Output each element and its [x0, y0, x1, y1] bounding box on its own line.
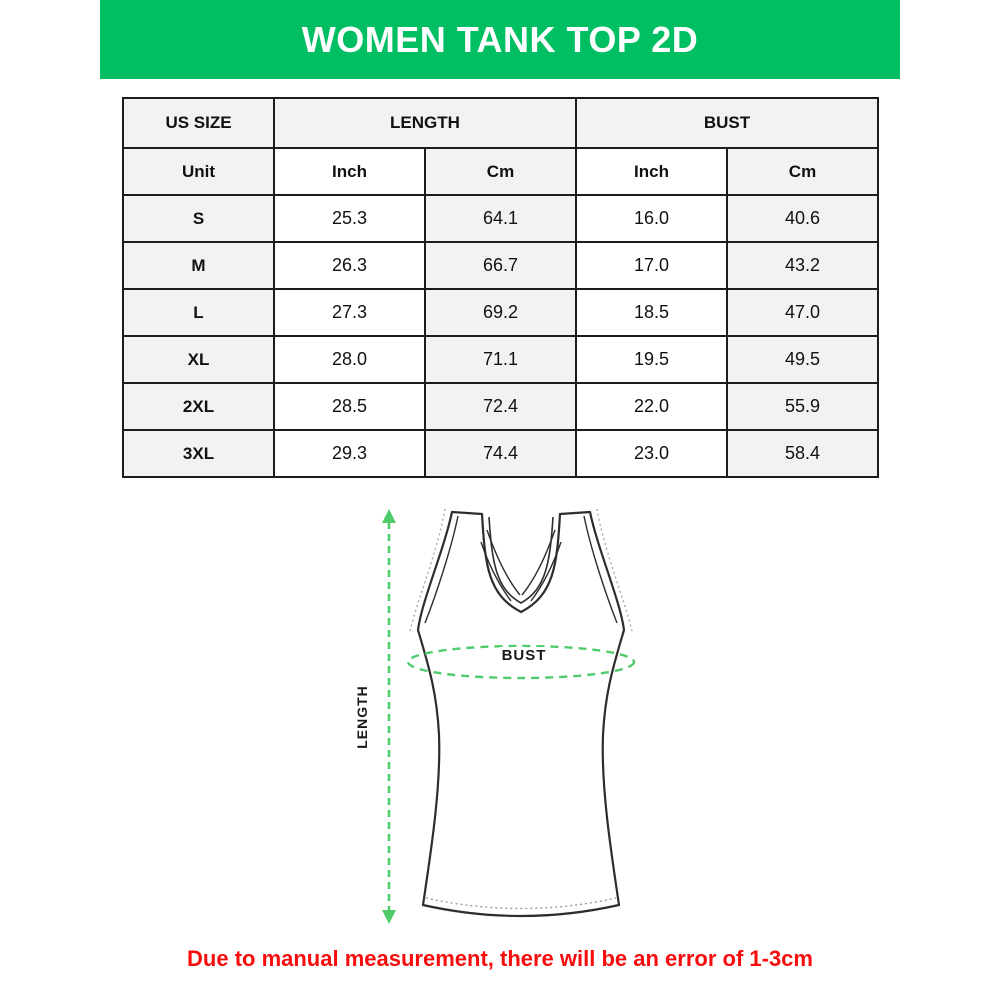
table-row	[123, 336, 878, 383]
bust-cm-cell: 43.2	[727, 242, 878, 289]
measurement-disclaimer: Due to manual measurement, there will be an error of 1-3cm	[187, 946, 813, 971]
bust-label: BUST	[501, 647, 547, 664]
length-label: LENGTH	[354, 685, 370, 749]
title-banner	[100, 0, 900, 79]
table-row	[123, 195, 878, 242]
tank-top-diagram	[340, 495, 700, 940]
bust-cm-cell: 58.4	[727, 430, 878, 477]
size-cell: S	[123, 195, 274, 242]
bust-inch-cell: 23.0	[576, 430, 727, 477]
unit-row	[123, 148, 878, 195]
bust-inch-cell: 19.5	[576, 336, 727, 383]
size-cell: 2XL	[123, 383, 274, 430]
length-inch-cell: 29.3	[274, 430, 425, 477]
table-row	[123, 430, 878, 477]
bust-cm-cell: 49.5	[727, 336, 878, 383]
length-cm-cell: 72.4	[425, 383, 576, 430]
length-arrow-up-icon	[382, 509, 396, 523]
unit-length-inch: Inch	[274, 148, 425, 195]
length-cm-cell: 71.1	[425, 336, 576, 383]
unit-label: Unit	[123, 148, 274, 195]
length-cm-cell: 74.4	[425, 430, 576, 477]
bust-cm-cell: 40.6	[727, 195, 878, 242]
measurement-diagram	[340, 495, 700, 940]
length-inch-cell: 25.3	[274, 195, 425, 242]
length-cm-cell: 69.2	[425, 289, 576, 336]
length-inch-cell: 28.0	[274, 336, 425, 383]
table-header-row	[123, 98, 878, 148]
unit-bust-cm: Cm	[727, 148, 878, 195]
length-cm-cell: 64.1	[425, 195, 576, 242]
unit-bust-inch: Inch	[576, 148, 727, 195]
size-chart-container	[122, 97, 879, 478]
bust-cm-cell: 55.9	[727, 383, 878, 430]
table-row	[123, 383, 878, 430]
length-inch-cell: 26.3	[274, 242, 425, 289]
bust-inch-cell: 18.5	[576, 289, 727, 336]
table-row	[123, 242, 878, 289]
size-chart-table	[122, 97, 879, 478]
length-arrow-down-icon	[382, 910, 396, 924]
size-cell: L	[123, 289, 274, 336]
length-inch-cell: 28.5	[274, 383, 425, 430]
header-length: LENGTH	[274, 98, 576, 148]
size-cell: 3XL	[123, 430, 274, 477]
page-title: WOMEN TANK TOP 2D	[301, 18, 699, 60]
unit-length-cm: Cm	[425, 148, 576, 195]
length-inch-cell: 27.3	[274, 289, 425, 336]
size-cell: M	[123, 242, 274, 289]
size-cell: XL	[123, 336, 274, 383]
bust-inch-cell: 17.0	[576, 242, 727, 289]
length-cm-cell: 66.7	[425, 242, 576, 289]
tank-top-outline	[418, 512, 624, 916]
bust-cm-cell: 47.0	[727, 289, 878, 336]
bust-inch-cell: 22.0	[576, 383, 727, 430]
header-us-size: US SIZE	[123, 98, 274, 148]
header-bust: BUST	[576, 98, 878, 148]
table-row	[123, 289, 878, 336]
bust-inch-cell: 16.0	[576, 195, 727, 242]
